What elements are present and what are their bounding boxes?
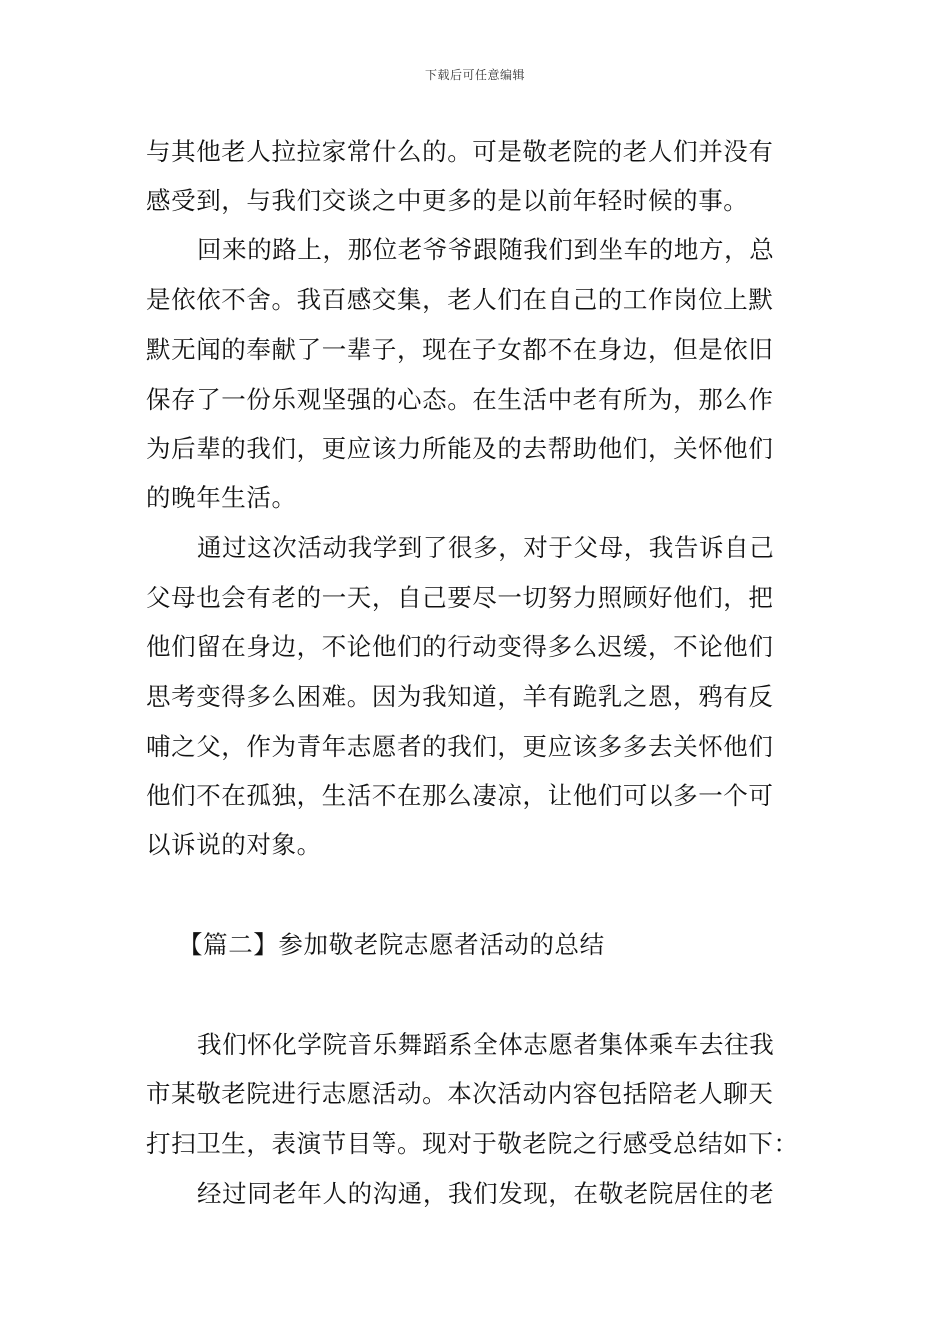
text-line: 的晚年生活。: [146, 483, 297, 512]
text-line: 哺之父，作为青年志愿者的我们，更应该多多去关怀他们: [146, 732, 774, 761]
text-line: 默无闻的奉献了一辈子，现在子女都不在身边，但是依旧: [146, 335, 774, 364]
text-line: 父母也会有老的一天，自己要尽一切努力照顾好他们，把: [146, 583, 774, 612]
page-header: 下载后可任意编辑: [424, 68, 525, 82]
text-line: 回来的路上，那位老爷爷跟随我们到坐车的地方，总: [197, 235, 775, 264]
text-line: 保存了一份乐观坚强的心态。在生活中老有所为，那么作: [146, 385, 774, 414]
text-line: 感受到，与我们交谈之中更多的是以前年轻时候的事。: [146, 186, 749, 215]
text-line: 为后辈的我们，更应该力所能及的去帮助他们，关怀他们: [146, 434, 774, 463]
text-line: 以诉说的对象。: [146, 830, 322, 859]
text-line: 通过这次活动我学到了很多，对于父母，我告诉自己: [197, 533, 775, 562]
section-heading: 【篇二】参加敬老院志愿者活动的总结: [178, 930, 605, 959]
text-line: 打扫卫生，表演节目等。现对于敬老院之行感受总结如下：: [146, 1129, 799, 1158]
text-line: 思考变得多么困难。因为我知道，羊有跪乳之恩，鸦有反: [146, 682, 774, 711]
text-line: 我们怀化学院音乐舞蹈系全体志愿者集体乘车去往我: [197, 1030, 775, 1059]
text-line: 是依依不舍。我百感交集，老人们在自己的工作岗位上默: [146, 285, 774, 314]
text-line: 他们不在孤独，生活不在那么凄凉，让他们可以多一个可: [146, 781, 774, 810]
text-line: 与其他老人拉拉家常什么的。可是敬老院的老人们并没有: [146, 137, 774, 166]
text-line: 市某敬老院进行志愿活动。本次活动内容包括陪老人聊天: [146, 1079, 774, 1108]
text-line: 他们留在身边，不论他们的行动变得多么迟缓，不论他们: [146, 632, 774, 661]
text-line: 经过同老年人的沟通，我们发现，在敬老院居住的老: [197, 1179, 775, 1208]
